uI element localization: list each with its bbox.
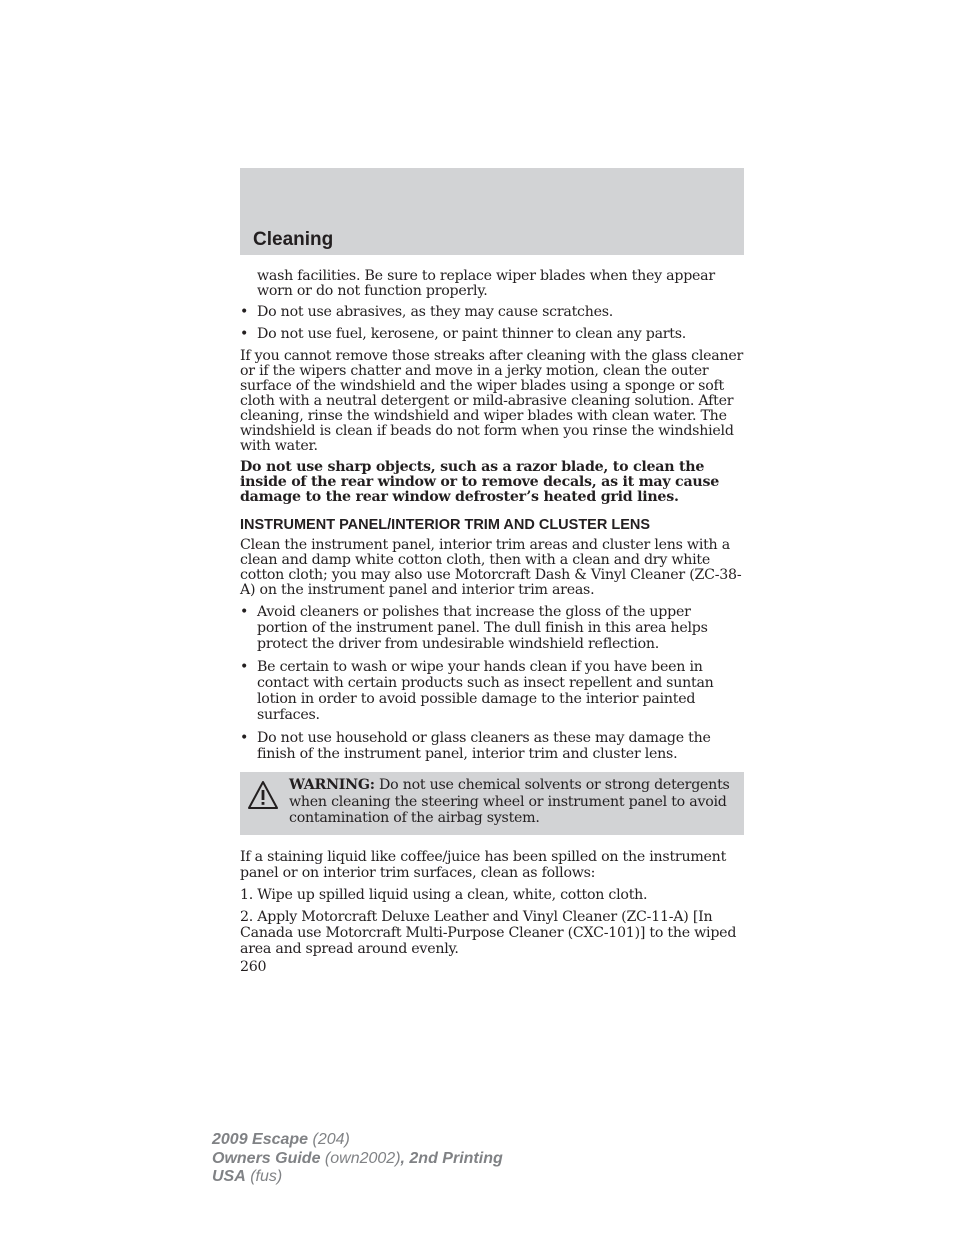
warning-label: WARNING: [289, 777, 375, 793]
bullet-symbol: • [240, 659, 249, 675]
clean-paragraph: Clean the instrument panel, interior trim areas and cluster lens with a clean and damp white cotton cloth, then with a clean and dry white cotton cloth; you may also use Motorcraft Dash & Vinyl Cleaner (ZC-38-A) on the instrument panel and interior trim areas. [240, 537, 742, 598]
bullet-text: Do not use abrasives, as they may cause scratches. [257, 304, 614, 320]
step-item: 2. Apply Motorcraft Deluxe Leather and Vinyl Cleaner (ZC-11-A) [In Canada use Motorcraft Multi-Purpose Cleaner (CXC-101)] to the wiped area and spread around evenly. [240, 908, 737, 957]
bullet-text: Do not use fuel, kerosene, or paint thinner to clean any parts. [257, 326, 687, 342]
bullet-item [240, 659, 744, 723]
bullet-text: Be certain to wash or wipe your hands clean if you have been in contact with certain products such as insect repellent and suntan lotion in order to avoid possible damage to the interior painted surfaces. [257, 659, 714, 723]
warning-box [240, 772, 744, 835]
footer-model: 2009 Escape [212, 1131, 309, 1148]
footer-printing: , 2nd Printing [400, 1149, 503, 1167]
footer-market-code: (fus) [245, 1168, 283, 1185]
bold-notice: Do not use sharp objects, such as a razor blade, to clean the inside of the rear window or to remove decals, as it may cause damage to the rear window defroster’s heated grid lines. [240, 459, 719, 505]
page-body [240, 269, 744, 975]
document-footer [212, 1131, 503, 1187]
bullet-item [240, 305, 744, 320]
footer-guide: Owners Guide [212, 1149, 321, 1167]
footer-line [212, 1168, 503, 1187]
bullet-text: Avoid cleaners or polishes that increase the gloss of the upper portion of the instrument panel. The dull finish in this area helps protect the driver from undesirable windshield reflection. [257, 604, 708, 652]
footer-market: USA [212, 1168, 246, 1185]
section-header-band [240, 168, 744, 255]
page-number: 260 [240, 958, 267, 975]
section-heading: INSTRUMENT PANEL/INTERIOR TRIM AND CLUSTER LENS [240, 517, 651, 533]
footer-guide-code: (own2002) [320, 1149, 401, 1167]
section-title: Cleaning [253, 229, 334, 250]
warning-triangle-icon [247, 779, 279, 811]
bullet-item [240, 327, 744, 342]
bullet-symbol: • [240, 304, 249, 320]
bullet-symbol: • [240, 326, 249, 342]
bullet-text: Do not use household or glass cleaners as these may damage the finish of the instrument panel, interior trim and cluster lens. [257, 730, 711, 762]
footer-line [212, 1150, 503, 1169]
bullet-symbol: • [240, 604, 249, 620]
warning-text: Do not use chemical solvents or strong detergents when cleaning the steering wheel or instrument panel to avoid contamination of the airbag system. [289, 777, 730, 826]
bullet-item [240, 730, 744, 762]
bullet-item [240, 604, 744, 652]
footer-line [212, 1131, 503, 1150]
spill-paragraph: If a staining liquid like coffee/juice has been spilled on the instrument panel or on interior trim surfaces, clean as follows: [240, 848, 727, 881]
footer-model-code: (204) [308, 1131, 350, 1148]
bullet-symbol: • [240, 730, 249, 746]
continued-paragraph: wash facilities. Be sure to replace wiper blades when they appear worn or do not function properly. [257, 268, 715, 299]
step-item: 1. Wipe up spilled liquid using a clean, white, cotton cloth. [240, 886, 648, 903]
streaks-paragraph: If you cannot remove those streaks after cleaning with the glass cleaner or if the wipers chatter and move in a jerky motion, clean the outer surface of the windshield and the wiper blades using a sponge or soft cloth with a neutral detergent or mild-abrasive cleaning solution. After cleaning, rinse the windshield and wiper blades with clean water. The windshield is clean if beads do not form when you rinse the windshield with water. [240, 348, 744, 454]
